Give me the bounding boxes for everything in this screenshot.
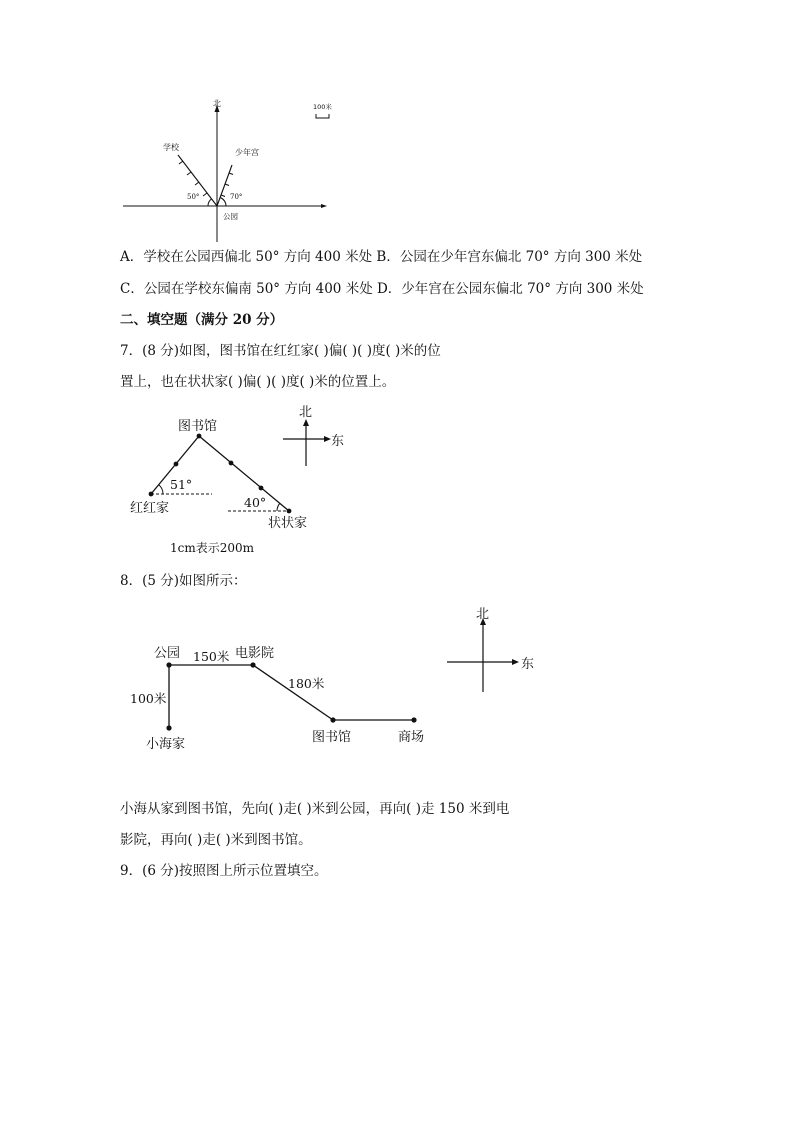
section-title-fill-in: 二、填空题（满分 20 分） bbox=[120, 312, 284, 328]
q9-title: 9．(6 分)按照图上所示位置填空。 bbox=[120, 863, 328, 879]
school-label: 学校 bbox=[163, 143, 179, 152]
zhuangzhuang-label: 状状家 bbox=[268, 516, 308, 531]
scale-bar bbox=[316, 114, 329, 118]
q6-options-line1: A．学校在公园西偏北 50° 方向 400 米处 B．公园在少年宫东偏北 70° 方向 300 米处 bbox=[120, 249, 643, 265]
angle-arc-51 bbox=[159, 485, 163, 494]
figure-library-homes bbox=[120, 400, 360, 560]
compass-north-label: 北 bbox=[299, 405, 313, 420]
library-label: 图书馆 bbox=[312, 730, 352, 745]
mall-point bbox=[411, 717, 416, 722]
honghong-label: 红红家 bbox=[130, 501, 170, 516]
angle-70-label: 70° bbox=[230, 193, 243, 201]
library-point bbox=[330, 717, 335, 722]
midpoint-dot bbox=[259, 486, 264, 491]
park-label: 公园 bbox=[223, 212, 238, 221]
angle-arc-40 bbox=[277, 503, 280, 511]
q7-line2: 置上，也在状状家( )偏( )( )度( )米的位置上。 bbox=[120, 374, 396, 390]
distance-180-label: 180米 bbox=[288, 676, 325, 691]
q7-line1: 7．(8 分)如图，图书馆在红红家( )偏( )( )度( )米的位 bbox=[120, 343, 441, 359]
angle-51-label: 51° bbox=[170, 477, 193, 492]
distance-150-label: 150米 bbox=[193, 649, 230, 664]
q8-line2: 影院，再向( )走( )米到图书馆。 bbox=[120, 832, 312, 848]
xiaohai-home-point bbox=[166, 725, 171, 730]
palace-label: 少年宫 bbox=[235, 148, 259, 157]
north-label: 北 bbox=[213, 99, 221, 108]
compass-east-label: 东 bbox=[521, 657, 535, 672]
mall-label: 商场 bbox=[398, 730, 425, 745]
midpoint-dot bbox=[174, 462, 179, 467]
q6-options-line2: C．公园在学校东偏南 50° 方向 400 米处 D．少年宫在公园东偏北 70° 方向 300 米处 bbox=[120, 281, 644, 297]
line-cinema-library bbox=[253, 665, 333, 720]
angle-arc-70 bbox=[220, 198, 226, 207]
xiaohai-home-label: 小海家 bbox=[146, 737, 186, 752]
q8-title: 8．(5 分)如图所示： bbox=[120, 573, 247, 589]
library-label: 图书馆 bbox=[178, 419, 218, 434]
scale-label: 100米 bbox=[313, 103, 332, 111]
compass-east-arrow-icon bbox=[512, 659, 519, 665]
cinema-label: 电影院 bbox=[235, 646, 275, 661]
park-label: 公园 bbox=[154, 646, 181, 661]
scale-label: 1cm表示200m bbox=[170, 541, 255, 555]
angle-40-label: 40° bbox=[244, 495, 267, 510]
angle-arc-50 bbox=[208, 199, 212, 206]
compass-east-arrow-icon bbox=[324, 436, 331, 442]
distance-100-label: 100米 bbox=[130, 691, 167, 706]
library-point bbox=[197, 434, 202, 439]
figure-park-school-palace bbox=[115, 95, 340, 245]
figure-route-map bbox=[120, 598, 550, 758]
q8-line1: 小海从家到图书馆，先向( )走( )米到公园，再向( )走 150 米到电 bbox=[120, 801, 510, 817]
midpoint-dot bbox=[229, 461, 234, 466]
compass-north-label: 北 bbox=[476, 607, 490, 622]
park-point bbox=[166, 662, 171, 667]
compass-east-label: 东 bbox=[331, 434, 345, 449]
angle-50-label: 50° bbox=[187, 193, 200, 201]
cinema-point bbox=[250, 662, 255, 667]
east-arrow-icon bbox=[321, 204, 327, 208]
compass-north-arrow-icon bbox=[303, 419, 309, 426]
